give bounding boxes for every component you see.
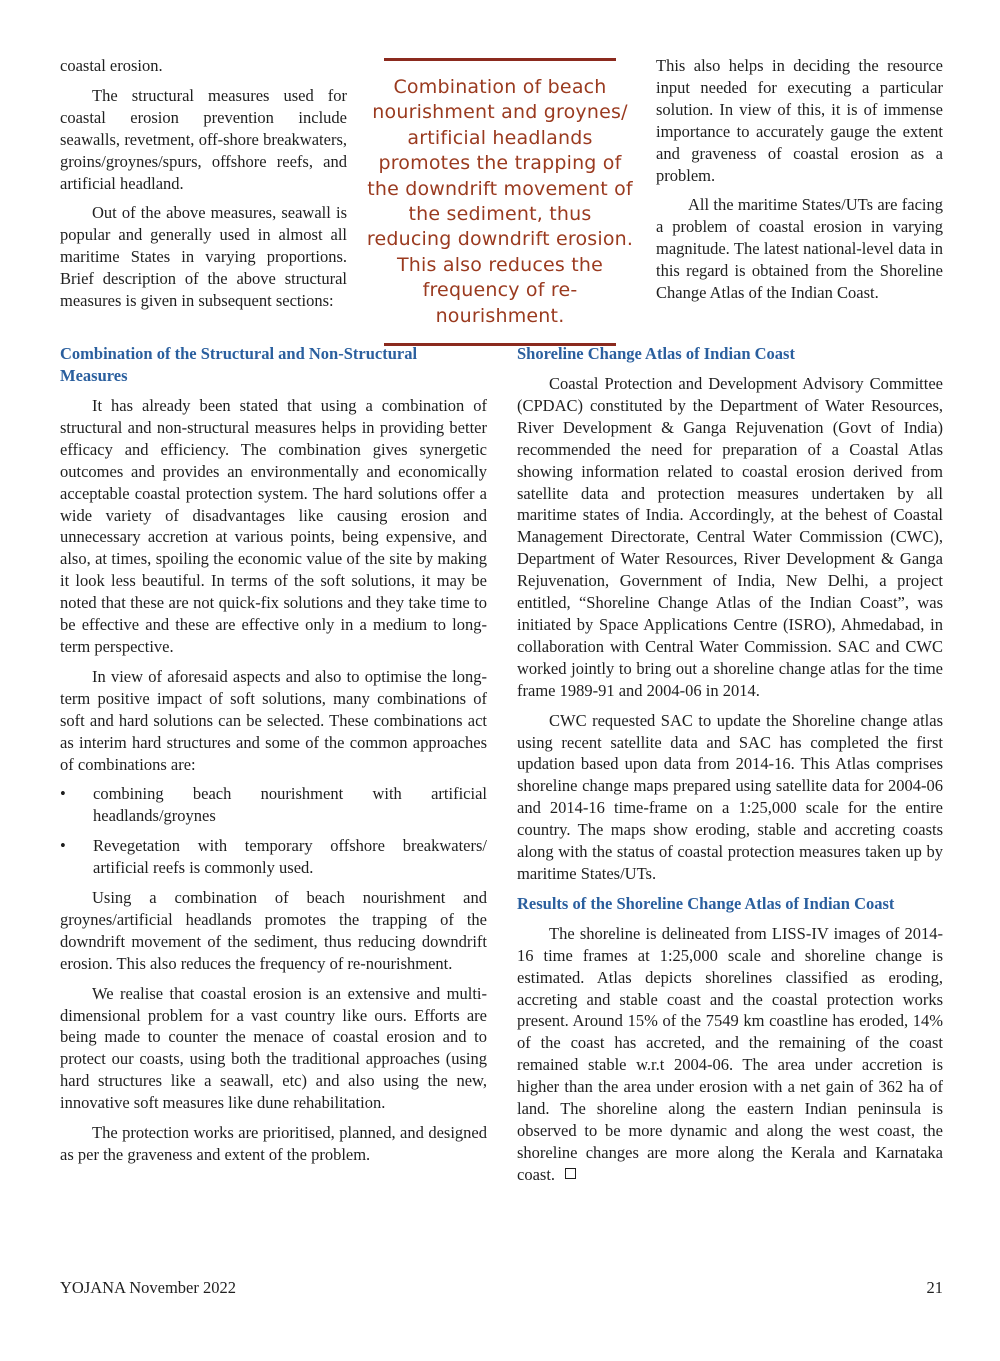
paragraph: All the maritime States/UTs are facing a problem of coastal erosion in varying magnitude. The latest national-level data in this regard is obtained from the Shoreline Change Atlas of the Indian Coast. [656, 195, 943, 303]
section-heading: Shoreline Change Atlas of Indian Coast [517, 344, 795, 363]
paragraph: Out of the above measures, seawall is popular and generally used in almost all maritime States in varying proportions. Brief description of the above structural measures is given in subsequent sections: [60, 203, 347, 311]
pull-quote [366, 58, 634, 346]
bullet-list [60, 783, 487, 879]
paragraph: The protection works are prioritised, planned, and designed as per the graveness and extent of the problem. [60, 1123, 487, 1164]
paragraph: CWC requested SAC to update the Shoreline change atlas using recent satellite data and SAC has completed the first updation based upon data from 2014-16. This Atlas comprises shoreline change maps prepared using satellite data for 2004-06 and 2014-16 time-frame on a 1:25,000 scale for the entire country. The maps show eroding, stable and accreting coasts along with the status of coastal protection measures taken up by maritime States/UTs. [517, 710, 943, 883]
list-item: • combining beach nourishment with artificial headlands/groynes [60, 783, 487, 827]
section-heading: Results of the Shoreline Change Atlas of Indian Coast [517, 893, 895, 913]
list-item: • Revegetation with temporary offshore breakwaters/ artificial reefs is commonly used. [60, 835, 487, 879]
paragraph [517, 923, 943, 1186]
right-main-column [517, 343, 943, 1186]
paragraph: Using a combination of beach nourishment and groynes/artificial headlands promotes the trapping of the downdrift movement of the sediment, thus reducing downdrift erosion. This also reduces the frequency of re-nourishment. [60, 888, 487, 973]
left-main-column [60, 343, 487, 1166]
paragraph: The structural measures used for coastal erosion prevention include seawalls, revetment, off-shore breakwaters, groins/groynes/spurs, offshore reefs, and artificial headland. [60, 85, 347, 193]
paragraph: This also helps in deciding the resource input needed for executing a particular solution. In view of this, it is of immense importance to accurately gauge the extent and graveness of coastal erosion as a problem. [656, 56, 943, 185]
paragraph: We realise that coastal erosion is an extensive and multi-dimensional problem for a vast country like ours. Efforts are being made to counter the menace of coastal erosion and to protect our coasts, using both the traditional approaches (using hard structures like a seawall, etc) and also using the new, innovative soft measures like dune rehabilitation. [60, 983, 487, 1113]
paragraph: In view of aforesaid aspects and also to optimise the long-term positive impact of soft solutions, many combinations of soft and hard solutions can be selected. These combinations act as interim hard structures and some of the common approaches of combinations are: [60, 666, 487, 774]
pull-quote-top-rule [384, 58, 616, 61]
paragraph: Coastal Protection and Development Advisory Committee (CPDAC) constituted by the Department of Water Resources, River Development & Ganga Rejuvenation (Govt of India) recommended the need for preparation of a Coastal Atlas showing information related to coastal erosion derived from satellite data and protection measures undertaken by all maritime states of India. Accordingly, at the behest of Coastal Management Directorate, Central Water Commission (CWC), Department of Water Resources, River Development & Ganga Rejuvenation, Government of India, New Delhi, a project entitled, “Shoreline Change Atlas of the Indian Coast”, was initiated by Space Applications Centre (ISRO), Ahmedabad, in collaboration with Central Water Commission. SAC and CWC worked jointly to bring out a shoreline change atlas for the time frame 1989-91 and 2004-06 in 2014. [517, 374, 943, 700]
paragraph-text: The shoreline is delineated from LISS-IV images of 2014-16 time frames at 1:25,000 scale and shoreline change is estimated. Atlas depicts shorelines classified as eroding, accreting and stable coast and the coastal protection works present. Around 15% of the 7549 km coastline has eroded, 14% of the coast has accreted, and the remaining of the coast remained stable w.r.t 2004-06. The area under accretion is higher than the area under erosion with a net gain of 362 ha of land. The shoreline along the eastern Indian peninsula is observed to be more dynamic and along the west coast, the shoreline changes are more along the Kerala and Karnataka coast. [517, 923, 943, 1184]
paragraph: It has already been stated that using a combination of structural and non-structural measures helps in providing better efficacy and efficiency. The combination gives synergetic outcomes and provides an environmentally and economically acceptable coastal protection system. The hard solutions offer a wide variety of disadvantages like causing erosion and unnecessary accretion at various points, being expensive, and also, at times, spoiling the economic value of the site by making it look less beautiful. In terms of the soft solutions, it may be noted that these are not quick-fix solutions and they take time to be effective and these are effective only in a medium to long-term perspective. [60, 396, 487, 656]
paragraph: coastal erosion. [60, 56, 163, 75]
publication-name: YOJANA November 2022 [60, 1278, 236, 1297]
section-heading: Combination of the Structural and Non-Structural Measures [60, 344, 418, 385]
right-top-column [656, 55, 943, 304]
end-of-article-icon [565, 1168, 576, 1179]
left-top-column [60, 55, 347, 312]
pull-quote-text: Combination of beach nourishment and groynes/ artificial headlands promotes the trapping of the downdrift movement of the sediment, thus reducing downdrift erosion. This also reduces the frequency of re-nourishment. [366, 76, 634, 327]
page-number: 21 [926, 1278, 943, 1297]
